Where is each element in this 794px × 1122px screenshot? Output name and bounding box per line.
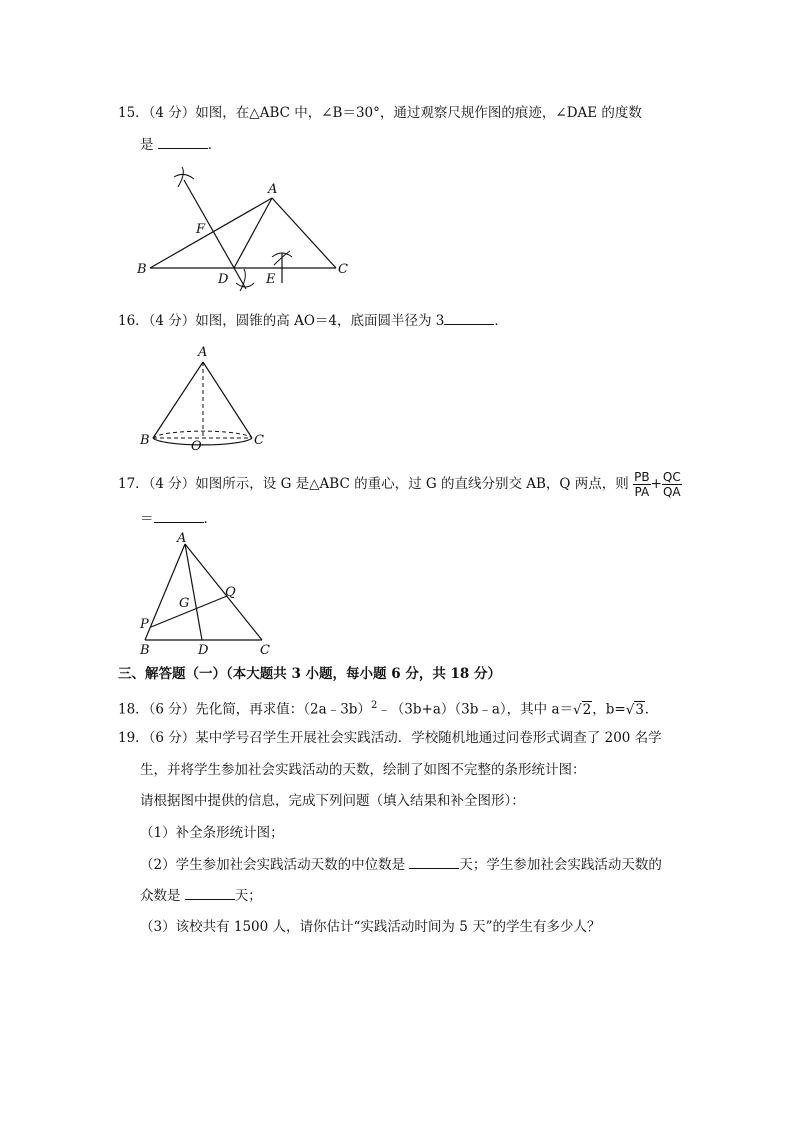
q17-text-suffix: ． xyxy=(203,511,217,527)
q19-sub1: （1）补全条形统计图； xyxy=(140,825,284,841)
q17-equals: ＝ xyxy=(140,511,154,527)
q17-label-g: G xyxy=(179,596,190,611)
q17-label-c: C xyxy=(260,643,270,658)
q18-text-mid: ﹣（3b+a）（3b﹣a），其中 a＝ xyxy=(377,701,574,718)
q15-label-c: C xyxy=(338,262,348,277)
q19-sub3: （3）该校共有 1500 人，请你估计“实践活动时间为 5 天”的学生有多少人？ xyxy=(140,919,601,935)
q15-answer-blank[interactable] xyxy=(158,148,208,149)
q18-text-end: ． xyxy=(644,701,659,718)
q15-triangle-figure xyxy=(130,165,360,300)
q19-mode-blank[interactable] xyxy=(185,899,235,900)
q17-label-d: D xyxy=(198,643,209,658)
q17-frac1-numerator: PB xyxy=(634,470,650,484)
q16-label-c: C xyxy=(254,433,264,448)
q19-median-blank[interactable] xyxy=(409,868,459,869)
q15-answer-suffix: ． xyxy=(207,137,222,153)
q18-text xyxy=(118,696,658,720)
q15-label-f: F xyxy=(196,222,206,237)
q17-text-main: 17．（4 分）如图所示，设 G 是△ABC 的重心，过 G 的直线分别交 AB，Q 两点，则 xyxy=(118,476,629,492)
q15-label-d: D xyxy=(218,272,229,287)
q17-text xyxy=(118,470,682,499)
q17-fraction-qc-qa xyxy=(662,470,682,499)
q19-text-line3: 请根据图中提供的信息，完成下列问题（填入结果和补全图形）： xyxy=(140,793,525,809)
q17-label-a: A xyxy=(177,531,187,546)
q18-text-main: 18．（6 分）先化简，再求值：（2a﹣3b） xyxy=(118,701,371,718)
section3-heading: 三、解答题（一）（本大题共 3 小题，每小题 6 分，共 18 分） xyxy=(118,666,502,682)
q17-frac2-numerator: QC xyxy=(662,470,681,484)
q17-fraction-pb-pa xyxy=(633,470,650,499)
q17-text-line2 xyxy=(140,509,217,529)
q15-label-e: E xyxy=(266,272,276,287)
q18-exponent: 2 xyxy=(370,700,378,711)
q16-answer-blank[interactable] xyxy=(444,324,494,325)
q16-cone-figure xyxy=(135,340,275,455)
q19-text-line2: 生，并将学生参加社会实践活动的天数，绘制了如图不完整的条形统计图： xyxy=(140,762,586,778)
q19-sub2-line2-prefix: 众数是 xyxy=(140,888,181,904)
q16-label-a: A xyxy=(198,345,208,360)
q17-frac1-denominator: PA xyxy=(634,485,650,499)
q16-text xyxy=(118,311,508,331)
q19-sub2-mid: 天；学生参加社会实践活动天数的 xyxy=(459,857,662,873)
q18-text-b: ，b= xyxy=(592,701,626,718)
q16-text-suffix: ． xyxy=(494,313,508,329)
q19-sub2-line2 xyxy=(140,886,262,906)
q19-sub2 xyxy=(140,855,662,875)
q18-sqrt-a: √2 xyxy=(573,701,592,718)
q15-text-line1: 15．（4 分）如图，在△ABC 中，∠B＝30°，通过观察尺规作图的痕迹，∠DAE 的度数 xyxy=(118,105,642,121)
q19-sub2-prefix: （2）学生参加社会实践活动天数的中位数是 xyxy=(140,857,406,873)
q19-text-line1: 19．（6 分）某中学号召学生开展社会实践活动．学校随机地通过问卷形式调查了 200 名学 xyxy=(118,730,662,746)
q17-label-p: P xyxy=(140,617,149,632)
q17-label-q: Q xyxy=(225,585,236,600)
q17-triangle-figure xyxy=(130,530,280,660)
q16-label-o: O xyxy=(191,439,202,454)
q17-label-b: B xyxy=(140,643,150,658)
q15-text-line2 xyxy=(140,135,221,155)
q15-label-a: A xyxy=(268,182,278,197)
q16-text-prefix: 16．（4 分）如图，圆锥的高 AO＝4，底面圆半径为 3 xyxy=(118,313,445,329)
q16-label-b: B xyxy=(140,433,150,448)
q15-answer-prefix: 是 xyxy=(140,137,154,153)
q15-label-b: B xyxy=(137,262,147,277)
q18-sqrt-b: √3 xyxy=(625,701,644,718)
q17-answer-blank[interactable] xyxy=(154,522,204,523)
q17-plus: + xyxy=(650,476,662,492)
q19-sub2-line2-suffix: 天； xyxy=(234,888,262,904)
q17-frac2-denominator: QA xyxy=(662,485,681,499)
